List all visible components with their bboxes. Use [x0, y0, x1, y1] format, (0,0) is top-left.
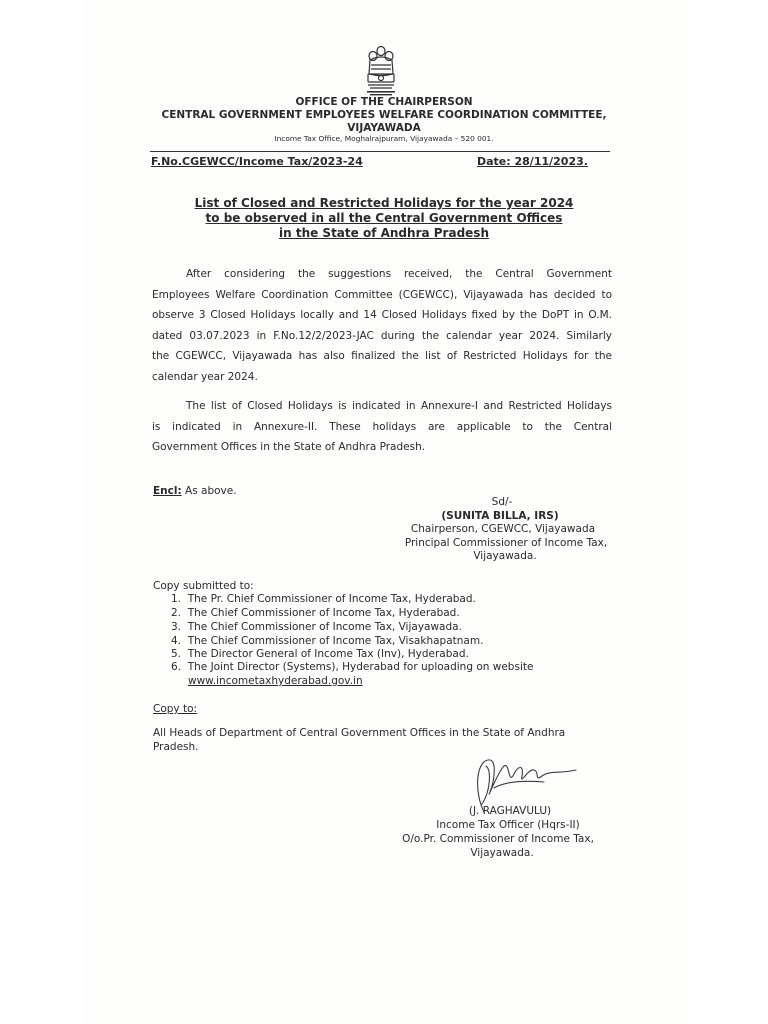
committee-city: VIJAYAWADA [347, 122, 421, 134]
signatory-designation-1: Chairperson, CGEWCC, Vijayawada [410, 523, 596, 535]
copy-submitted-item: 1. The Pr. Chief Commissioner of Income Tax, Hyderabad. [171, 593, 476, 605]
copy-submitted-item: 4. The Chief Commissioner of Income Tax, Visakhapatnam. [171, 635, 484, 647]
copy-submitted-item: 5. The Director General of Income Tax (Inv), Hyderabad. [171, 648, 469, 660]
signatory-designation-2: Principal Commissioner of Income Tax, [404, 537, 608, 549]
letter-date: Date: 28/11/2023. [477, 155, 588, 168]
paragraph-line: Employees Welfare Coordination Committee (CGEWCC), Vijayawada has decided to [152, 288, 612, 301]
paragraph-line: observe 3 Closed Holidays locally and 14 Closed Holidays fixed by the DoPT in O.M. [152, 309, 612, 322]
paragraph-line: calendar year 2024. [152, 370, 258, 383]
paragraph-line: is indicated in Annexure-II. These holidays are applicable to the Central [152, 420, 612, 433]
office-title: OFFICE OF THE CHAIRPERSON [295, 96, 473, 108]
attestation-office: O/o.Pr. Commissioner of Income Tax, [402, 833, 594, 845]
national-emblem-icon [362, 44, 400, 98]
enclosure-note [153, 485, 237, 497]
attestation-place: Vijayawada. [470, 847, 534, 859]
body-paragraph-1 [152, 264, 612, 388]
signatory-place: Vijayawada. [473, 550, 537, 562]
subject-line-1: List of Closed and Restricted Holidays for the year 2024 [194, 196, 574, 210]
signatory-name: (SUNITA BILLA, IRS) [441, 510, 559, 522]
paragraph-line: Government Offices in the State of Andhra Pradesh. [152, 441, 426, 454]
enclosure-label: Encl: [153, 485, 182, 497]
copy-to-line: All Heads of Department of Central Government Offices in the State of Andhra [153, 727, 566, 739]
subject-line-2: to be observed in all the Central Government Offices [205, 211, 563, 225]
copy-submitted-item: 3. The Chief Commissioner of Income Tax, Vijayawada. [171, 621, 462, 633]
body-paragraph-2 [152, 396, 612, 458]
document-page [84, 0, 688, 1024]
website-link[interactable]: www.incometaxhyderabad.gov.in [188, 675, 363, 687]
copy-submitted-heading: Copy submitted to: [153, 580, 254, 592]
office-address: Income Tax Office, Moghalrajpuram, Vijayawada – 520 001. [274, 134, 494, 143]
attestation-designation: Income Tax Officer (Hqrs-II) [436, 819, 580, 831]
paragraph-line: the CGEWCC, Vijayawada has also finalized the list of Restricted Holidays for the [152, 350, 612, 363]
paragraph-line: dated 03.07.2023 in F.No.12/2/2023-JAC during the calendar year 2024. Similarly [152, 329, 612, 342]
file-number: F.No.CGEWCC/Income Tax/2023-24 [151, 155, 363, 168]
committee-name: CENTRAL GOVERNMENT EMPLOYEES WELFARE COORDINATION COMMITTEE, [161, 109, 607, 121]
sd-mark: Sd/- [491, 496, 513, 508]
copy-to-heading: Copy to: [153, 703, 198, 715]
attestation-name: (J. RAGHAVULU) [468, 805, 552, 817]
copy-submitted-item: 6. The Joint Director (Systems), Hyderabad for uploading on website [171, 661, 534, 673]
header-divider [150, 151, 610, 152]
paragraph-line: After considering the suggestions received, the Central Government [186, 268, 612, 280]
paragraph-line: The list of Closed Holidays is indicated in Annexure-I and Restricted Holidays [186, 400, 612, 412]
copy-submitted-item: 2. The Chief Commissioner of Income Tax, Hyderabad. [171, 607, 460, 619]
subject-line-3: in the State of Andhra Pradesh [279, 226, 489, 240]
enclosure-text: As above. [185, 485, 237, 497]
copy-to-line: Pradesh. [153, 741, 199, 753]
